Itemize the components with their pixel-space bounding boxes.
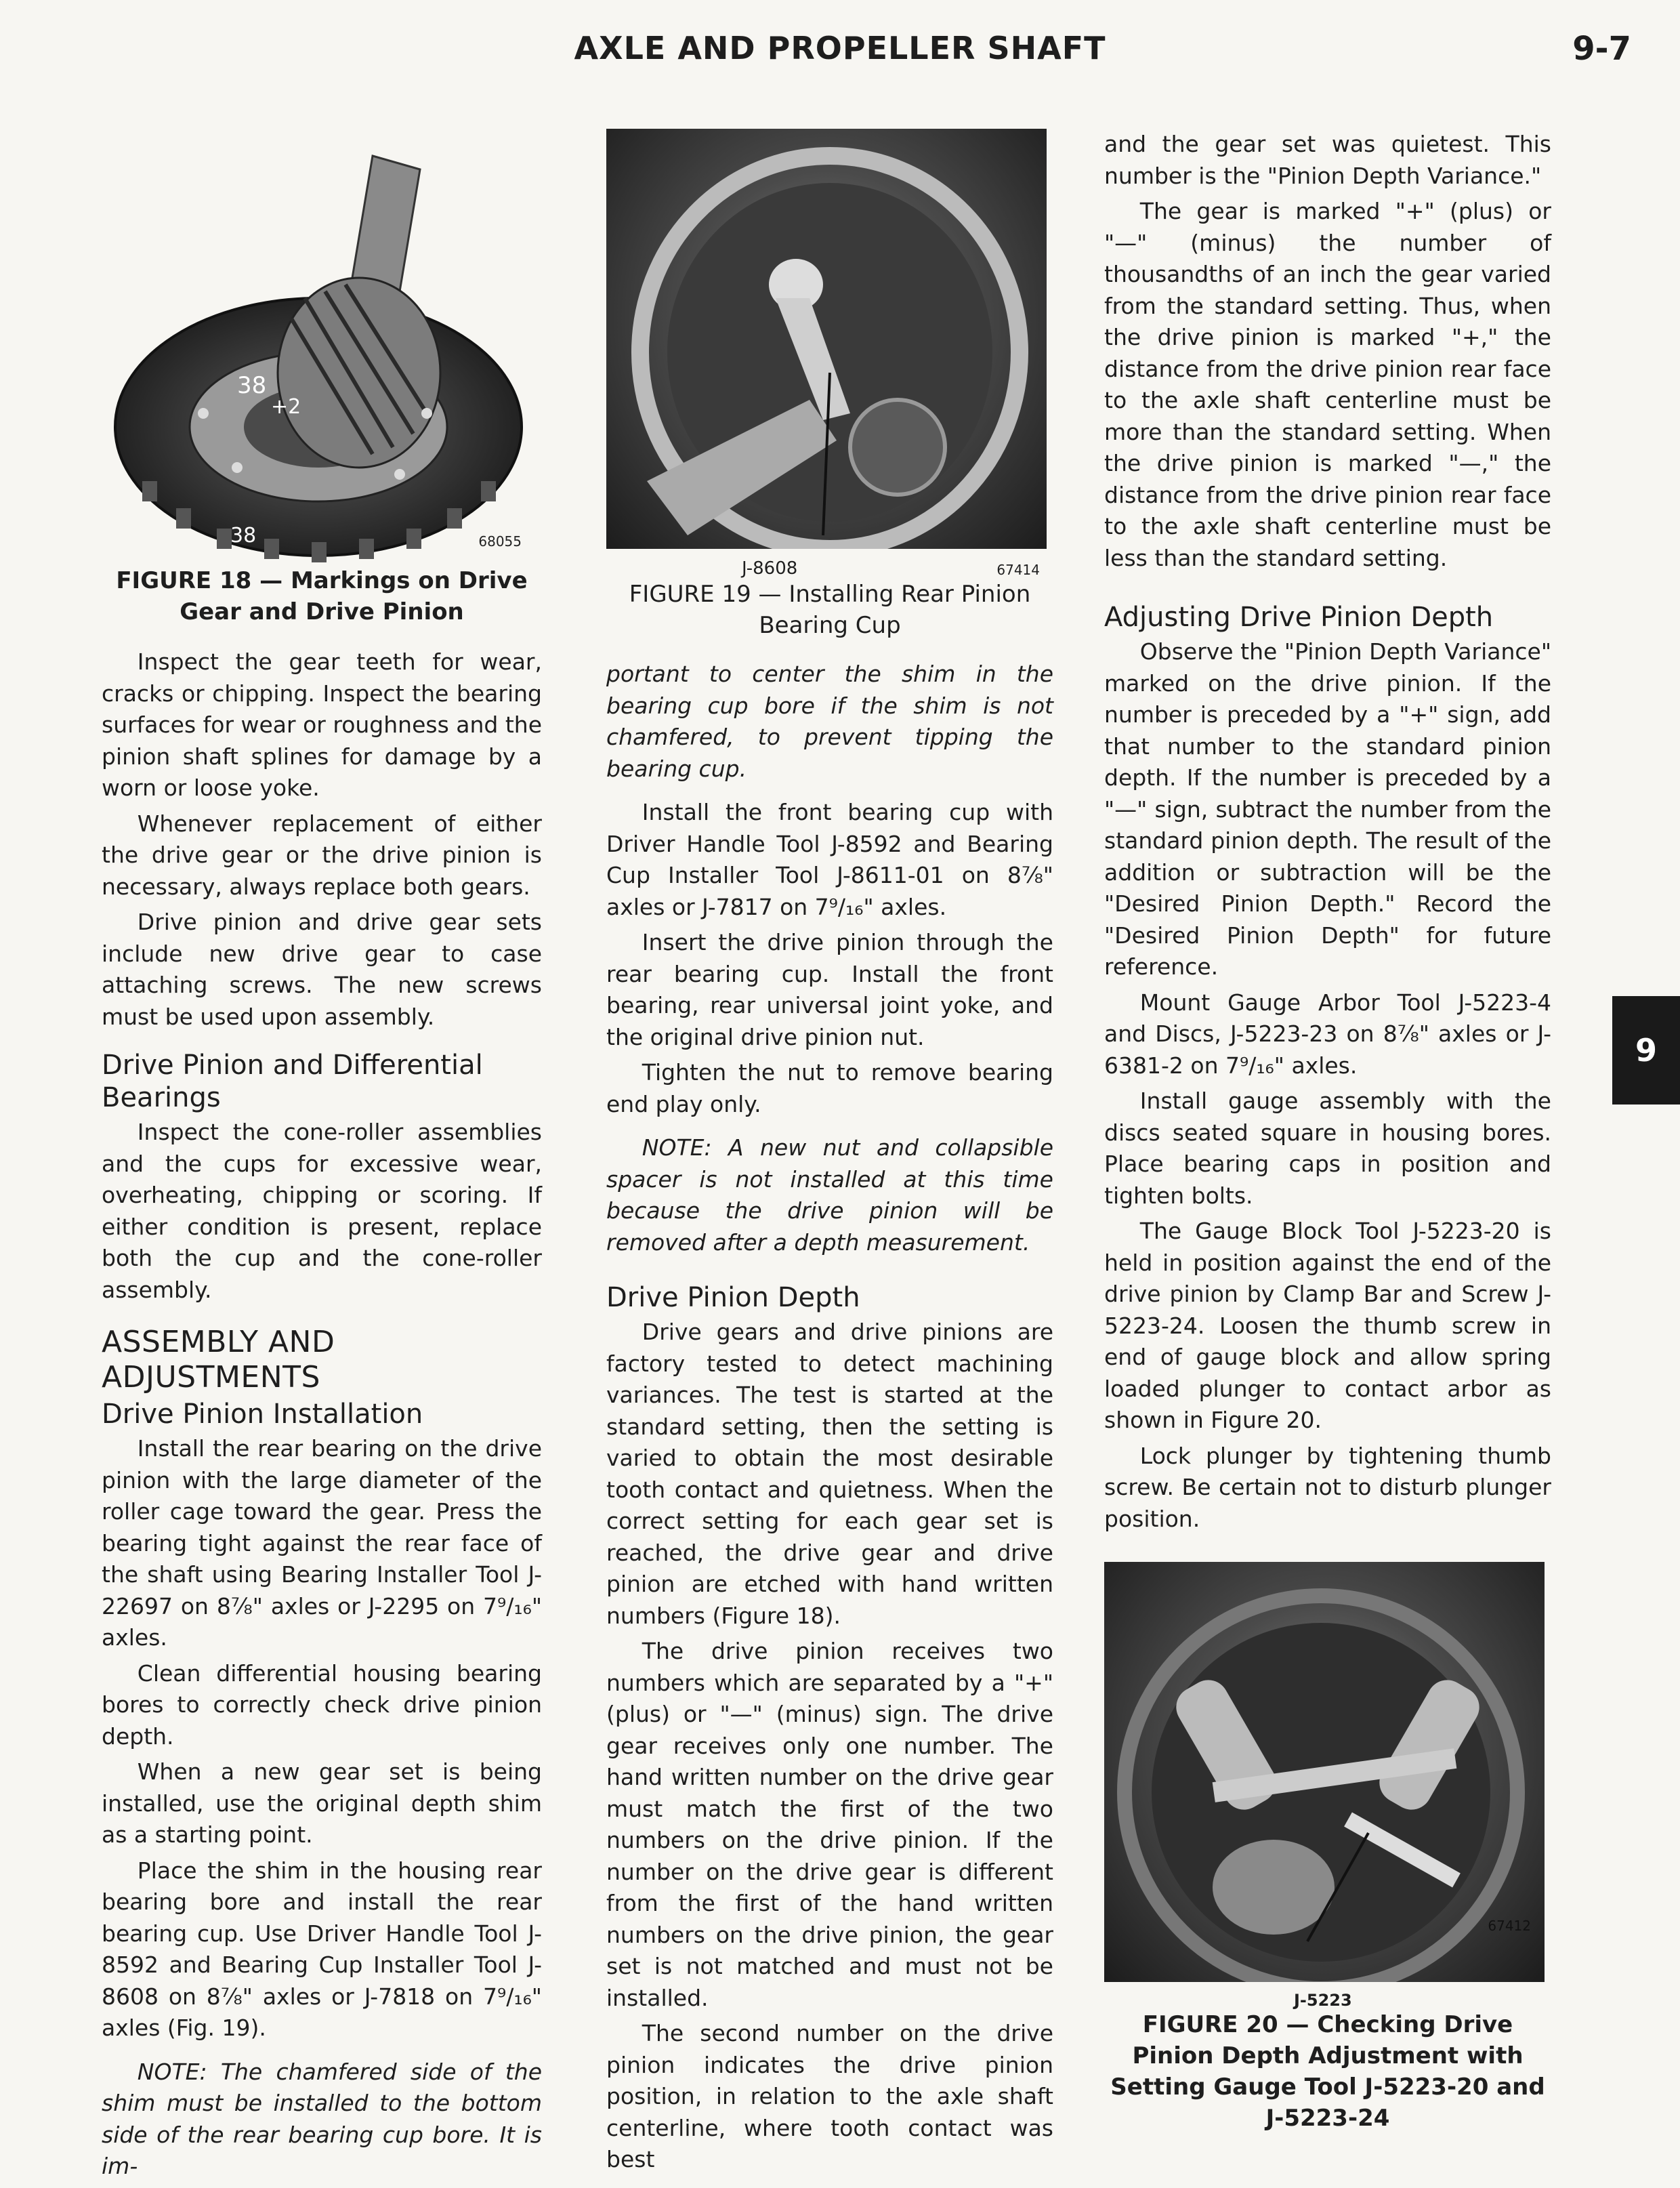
col1-paragraph-5: Install the rear bearing on the drive pinion with the large diameter of the roller cage toward the gear. Press the bearing tight against the rear face of the shaft using Bearing Installer Tool J-22697 on 8⅞" axles or J-2295 on 7⁹/₁₆" axles.: [102, 1435, 542, 1651]
heading-adjusting-depth: Adjusting Drive Pinion Depth: [1104, 602, 1494, 633]
figure-19-id: 67414: [996, 562, 1040, 578]
column-3: [1104, 129, 1551, 2134]
figure-19-tool-label: J-8608: [742, 558, 798, 579]
col2-paragraph-6: The second number on the drive pinion indicates the drive pinion position, in relation to the axle shaft centerline, where tooth contact was best: [606, 2020, 1053, 2172]
column-1: [102, 129, 542, 2187]
col1-paragraph-1: Inspect the gear teeth for wear, cracks or chipping. Inspect the bearing surfaces for wear or roughness and the pinion shaft splines for damage by a worn or loose yoke.: [102, 648, 542, 801]
col2-note-continued: portant to center the shim in the bearing cup bore if the shim is not chamfered, to prevent tipping the bearing cup.: [606, 661, 1053, 782]
col2-note: NOTE: A new nut and collapsible spacer is not installed at this time because the drive pinion will be removed after a depth measurement.: [606, 1134, 1053, 1256]
col2-paragraph-3: Tighten the nut to remove bearing end play only.: [606, 1059, 1053, 1117]
col1-paragraph-7: When a new gear set is being installed, use the original depth shim as a starting point.: [102, 1758, 542, 1848]
col2-paragraph-5: The drive pinion receives two numbers which are separated by a "+" (plus) or "—" (minus) sign. The drive gear receives only one number. The hand written number on the drive gear must match the first of the two numbers on the drive pinion. If the number on the drive gear is different from the first of the hand written numbers on the drive pinion, the gear set is not matched and must not be installed.: [606, 1638, 1053, 2011]
col3-paragraph-2: Observe the "Pinion Depth Variance" marked on the drive pinion. If the number is preceded by a "+" sign, add that number to the standard pinion depth. If the number is preceded by a "—" sign, subtract the number from the standard pinion depth. The result of the addition or subtraction will be the "Desired Pinion Depth." Record the "Desired Pinion Depth" for future reference.: [1104, 638, 1551, 980]
figure-19-photo: [606, 129, 1047, 549]
col1-paragraph-6: Clean differential housing bearing bores to correctly check drive pinion depth.: [102, 1659, 542, 1750]
section-thumb-tab: 9: [1612, 996, 1680, 1105]
pinion-depth-gauge-illustration: [1104, 1562, 1545, 1982]
col2-paragraph-4: Drive gears and drive pinions are factory tested to detect machining variances. The test is started at the standard setting, then the setting is varied to obtain the most desirable tooth contact and quietness. When the correct setting for each gear set is reached, the drive gear and drive pinion are etched with hand written numbers (Figure 18).: [606, 1319, 1053, 1629]
figure-18: [102, 129, 542, 627]
col2-paragraph-2: Insert the drive pinion through the rear bearing cup. Install the front bearing, rear universal joint yoke, and the original drive pinion nut.: [606, 929, 1053, 1050]
gear-marking-2: +2: [271, 395, 301, 419]
col2-paragraph-1: Install the front bearing cup with Driver Handle Tool J-8592 and Bearing Cup Installer Tool J-8611-01 on 8⅞" axles or J-7817 on 7⁹/₁₆" axles.: [606, 799, 1053, 920]
heading-assembly: ASSEMBLY AND ADJUSTMENTS: [102, 1325, 335, 1395]
figure-19-caption: FIGURE 19 — Installing Rear Pinion Bearing Cup: [629, 581, 1031, 639]
figure-20-photo: [1104, 1562, 1545, 1982]
col1-paragraph-2: Whenever replacement of either the drive gear or the drive pinion is necessary, always replace both gears.: [102, 810, 542, 900]
header-title: AXLE AND PROPELLER SHAFT: [574, 30, 1106, 66]
col1-paragraph-4: Inspect the cone-roller assemblies and the cups for excessive wear, overheating, chipping or scoring. If either condition is present, replace both the cup and the cone-roller assembly.: [102, 1119, 542, 1303]
heading-drive-pinion-depth: Drive Pinion Depth: [606, 1282, 860, 1313]
rear-bearing-cup-illustration: [606, 129, 1047, 549]
col3-paragraph-1: The gear is marked "+" (plus) or "—" (minus) the number of thousandths of an inch the gear varied from the standard setting. Thus, when the drive pinion is marked "+," the distance from the drive pinion rear face to the axle shaft centerline must be more than the standard setting. When the drive pinion is marked "—," the distance from the drive pinion rear face to the axle shaft centerline must be less than the standard setting.: [1104, 198, 1551, 571]
page-number: 9-7: [1572, 30, 1631, 68]
drive-gear-illustration: [102, 129, 535, 562]
figure-20: [1104, 1562, 1551, 2134]
gear-marking-1: 38: [237, 372, 267, 399]
heading-bearings: Drive Pinion and Differential Bearings: [102, 1050, 483, 1113]
figure-18-id: 68055: [478, 533, 522, 550]
figure-20-id: 67412: [1488, 1917, 1531, 1934]
heading-installation: Drive Pinion Installation: [102, 1399, 423, 1430]
col1-paragraph-3: Drive pinion and drive gear sets include new drive gear to case attaching screws. The new screws must be used upon assembly.: [102, 909, 542, 1030]
figure-20-tool-label: J-5223: [1294, 1991, 1352, 2010]
col1-note: NOTE: The chamfered side of the shim must be installed to the bottom side of the rear bearing cup bore. It is im-: [102, 2058, 542, 2179]
col3-paragraph-6: Lock plunger by tightening thumb screw. Be certain not to disturb plunger position.: [1104, 1442, 1551, 1532]
figure-18-caption: FIGURE 18 — Markings on Drive Gear and Drive Pinion: [116, 567, 528, 625]
figure-19: [606, 129, 1053, 641]
col3-paragraph-continued: and the gear set was quietest. This number is the "Pinion Depth Variance.": [1104, 131, 1551, 189]
gear-marking-3: 38: [230, 524, 257, 548]
col3-paragraph-3: Mount Gauge Arbor Tool J-5223-4 and Discs, J-5223-23 on 8⅞" axles or J-6381-2 on 7⁹/₁₆" axles.: [1104, 989, 1551, 1079]
figure-20-caption: FIGURE 20 — Checking Drive Pinion Depth Adjustment with Setting Gauge Tool J-5223-20 and J-5223-24: [1110, 2011, 1545, 2132]
col3-paragraph-4: Install gauge assembly with the discs seated square in housing bores. Place bearing caps in position and tighten bolts.: [1104, 1088, 1551, 1209]
column-2: [606, 129, 1053, 2180]
col1-paragraph-8: Place the shim in the housing rear bearing bore and install the rear bearing cup. Use Driver Handle Tool J-8592 and Bearing Cup Installer Tool J-8608 on 8⅞" axles or J-7818 on 7⁹/₁₆" axles (Fig. 19).: [102, 1857, 542, 2041]
col3-paragraph-5: The Gauge Block Tool J-5223-20 is held in position against the end of the drive pinion by Clamp Bar and Screw J-5223-24. Loosen the thumb screw in end of gauge block and allow spring loaded plunger to contact arbor as shown in Figure 20.: [1104, 1218, 1551, 1433]
figure-18-photo: [102, 129, 535, 562]
